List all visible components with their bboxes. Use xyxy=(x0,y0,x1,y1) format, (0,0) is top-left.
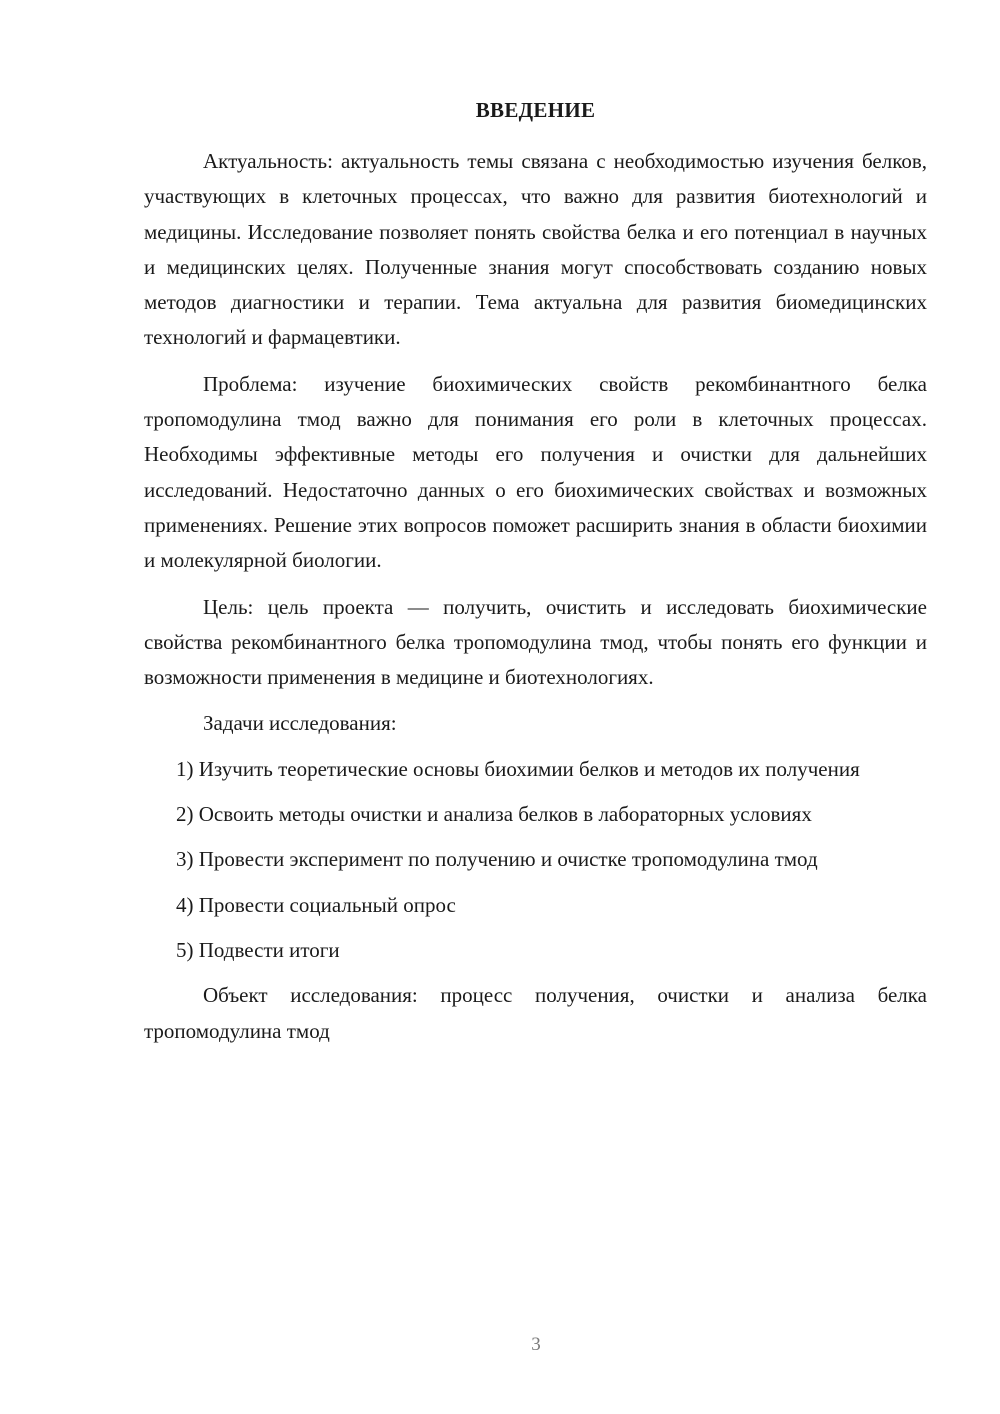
object-paragraph: Объект исследования: процесс получения, очистки и анализа белка тропомодулина тмод xyxy=(144,983,927,1043)
goal-paragraph: Цель: цель проекта — получить, очистить и исследовать биохимические свойства рекомбинантного белка тропомодулина тмод, чтобы понять его функции и возможности применения в медицине и биотехнологиях. xyxy=(144,594,927,690)
tasks-heading: Задачи исследования: xyxy=(203,711,397,736)
problem-paragraph: Проблема: изучение биохимических свойств рекомбинантного белка тропомодулина тмод важно для понимания его роли в клеточных процессах. Необходимы эффективные методы его получения и очистки для дальнейших исследований. Недостаточно данных о его биохимических свойствах и возможных применениях. Решение этих вопросов поможет расширить знания в области биохимии и молекулярной биологии. xyxy=(144,371,927,573)
task-item-1: 1) Изучить теоретические основы биохимии белков и методов их получения xyxy=(176,756,860,781)
task-item-3: 3) Провести эксперимент по получению и очистке тропомодулина тмод xyxy=(176,847,818,872)
section-title: ВВЕДЕНИЕ xyxy=(475,98,596,122)
tasks-list xyxy=(144,752,927,968)
task-item-2: 2) Освоить методы очистки и анализа белков в лабораторных условиях xyxy=(176,802,812,827)
page-number: 3 xyxy=(531,1334,541,1355)
relevance-paragraph: Актуальность: актуальность темы связана с необходимостью изучения белков, участвующих в клеточных процессах, что важно для развития биотехнологий и медицины. Исследование позволяет понять свойства белка и его потенциал в научных и медицинских целях. Полученные знания могут способствовать созданию новых методов диагностики и терапии. Тема актуальна для развития биомедицинских технологий и фармацевтики. xyxy=(144,149,927,350)
task-item-4: 4) Провести социальный опрос xyxy=(176,892,456,917)
document-body xyxy=(144,96,927,1060)
task-item-5: 5) Подвести итоги xyxy=(176,937,340,962)
